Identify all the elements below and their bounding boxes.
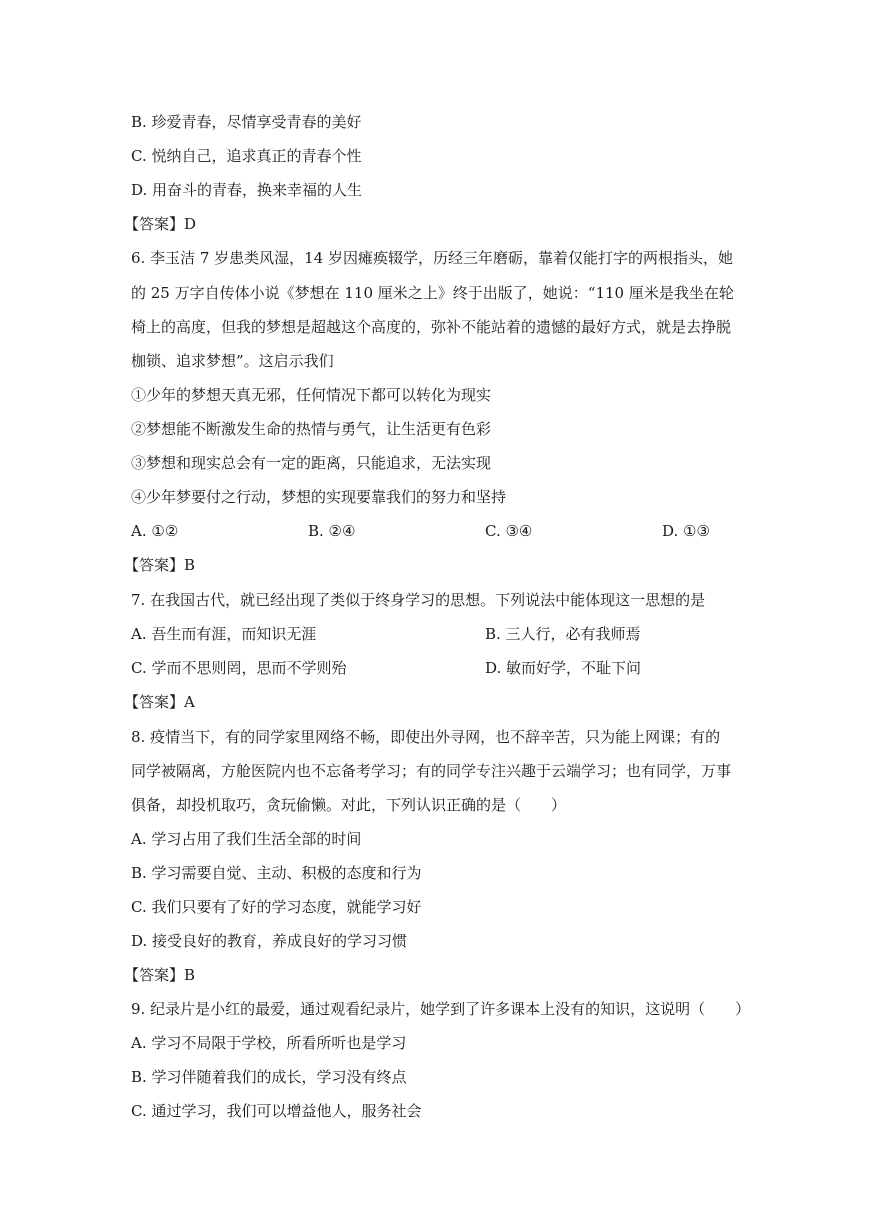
q6-option-b: B. ②④ [308, 522, 356, 540]
q9-option-a: A. 学习不局限于学校，所看所听也是学习 [131, 1034, 407, 1052]
q8-stem-line-3: 俱备，却投机取巧，贪玩偷懒。对此，下列认识正确的是（ ） [131, 796, 567, 814]
q9-option-b: B. 学习伴随着我们的成长，学习没有终点 [131, 1068, 407, 1086]
q8-option-a: A. 学习占用了我们生活全部的时间 [131, 830, 362, 848]
q5-option-d: D. 用奋斗的青春，换来幸福的人生 [131, 181, 363, 199]
q6-option-a: A. ①② [131, 522, 179, 540]
q8-stem-line-2: 同学被隔离，方舱医院内也不忘备考学习；有的同学专注兴趣于云端学习；也有同学，万事 [131, 762, 732, 780]
q7-answer: 【答案】A [124, 693, 195, 711]
q5-option-b: B. 珍爱青春，尽情享受青春的美好 [131, 113, 362, 131]
q7-option-d: D. 敏而好学，不耻下问 [485, 659, 642, 677]
q6-option-c: C. ③④ [485, 522, 533, 540]
q8-option-c: C. 我们只要有了好的学习态度，就能学习好 [131, 898, 422, 916]
q6-option-d: D. ①③ [662, 522, 710, 540]
q7-stem: 7. 在我国古代，就已经出现了类似于终身学习的思想。下列说法中能体现这一思想的是 [131, 591, 706, 609]
q6-statement-2: ②梦想能不断激发生命的热情与勇气，让生活更有色彩 [131, 420, 492, 438]
q7-option-a: A. 吾生而有涯，而知识无涯 [131, 625, 317, 643]
q9-stem: 9. 纪录片是小红的最爱，通过观看纪录片，她学到了许多课本上没有的知识，这说明（ ） [131, 1000, 751, 1018]
q8-stem-line-1: 8. 疫情当下，有的同学家里网络不畅，即使出外寻网，也不辞辛苦，只为能上网课；有的 [131, 728, 721, 746]
q6-stem-line-4: 枷锁、追求梦想”。这启示我们 [131, 352, 334, 370]
q5-answer: 【答案】D [124, 215, 197, 233]
q8-option-b: B. 学习需要自觉、主动、积极的态度和行为 [131, 864, 422, 882]
q9-option-c: C. 通过学习，我们可以增益他人，服务社会 [131, 1102, 422, 1120]
q6-stem-line-2: 的 25 万字自传体小说《梦想在 110 厘米之上》终于出版了，她说：“110 厘米是我坐在轮 [131, 284, 734, 302]
q6-statement-1: ①少年的梦想天真无邪，任何情况下都可以转化为现实 [131, 386, 492, 404]
q6-stem-line-1: 6. 李玉洁 7 岁患类风湿，14 岁因瘫痪辍学，历经三年磨砺，靠着仅能打字的两根指头，她 [131, 249, 734, 267]
q6-answer: 【答案】B [124, 556, 196, 574]
q8-answer: 【答案】B [124, 966, 196, 984]
q8-option-d: D. 接受良好的教育，养成良好的学习习惯 [131, 932, 408, 950]
q7-option-b: B. 三人行，必有我师焉 [485, 625, 641, 643]
q7-option-c: C. 学而不思则罔，思而不学则殆 [131, 659, 347, 677]
q6-stem-line-3: 椅上的高度，但我的梦想是超越这个高度的，弥补不能站着的遗憾的最好方式，就是去挣脱 [131, 318, 732, 336]
q6-statement-3: ③梦想和现实总会有一定的距离，只能追求，无法实现 [131, 454, 492, 472]
q5-option-c: C. 悦纳自己，追求真正的青春个性 [131, 147, 362, 165]
q6-statement-4: ④少年梦要付之行动，梦想的实现要靠我们的努力和坚持 [131, 488, 507, 506]
